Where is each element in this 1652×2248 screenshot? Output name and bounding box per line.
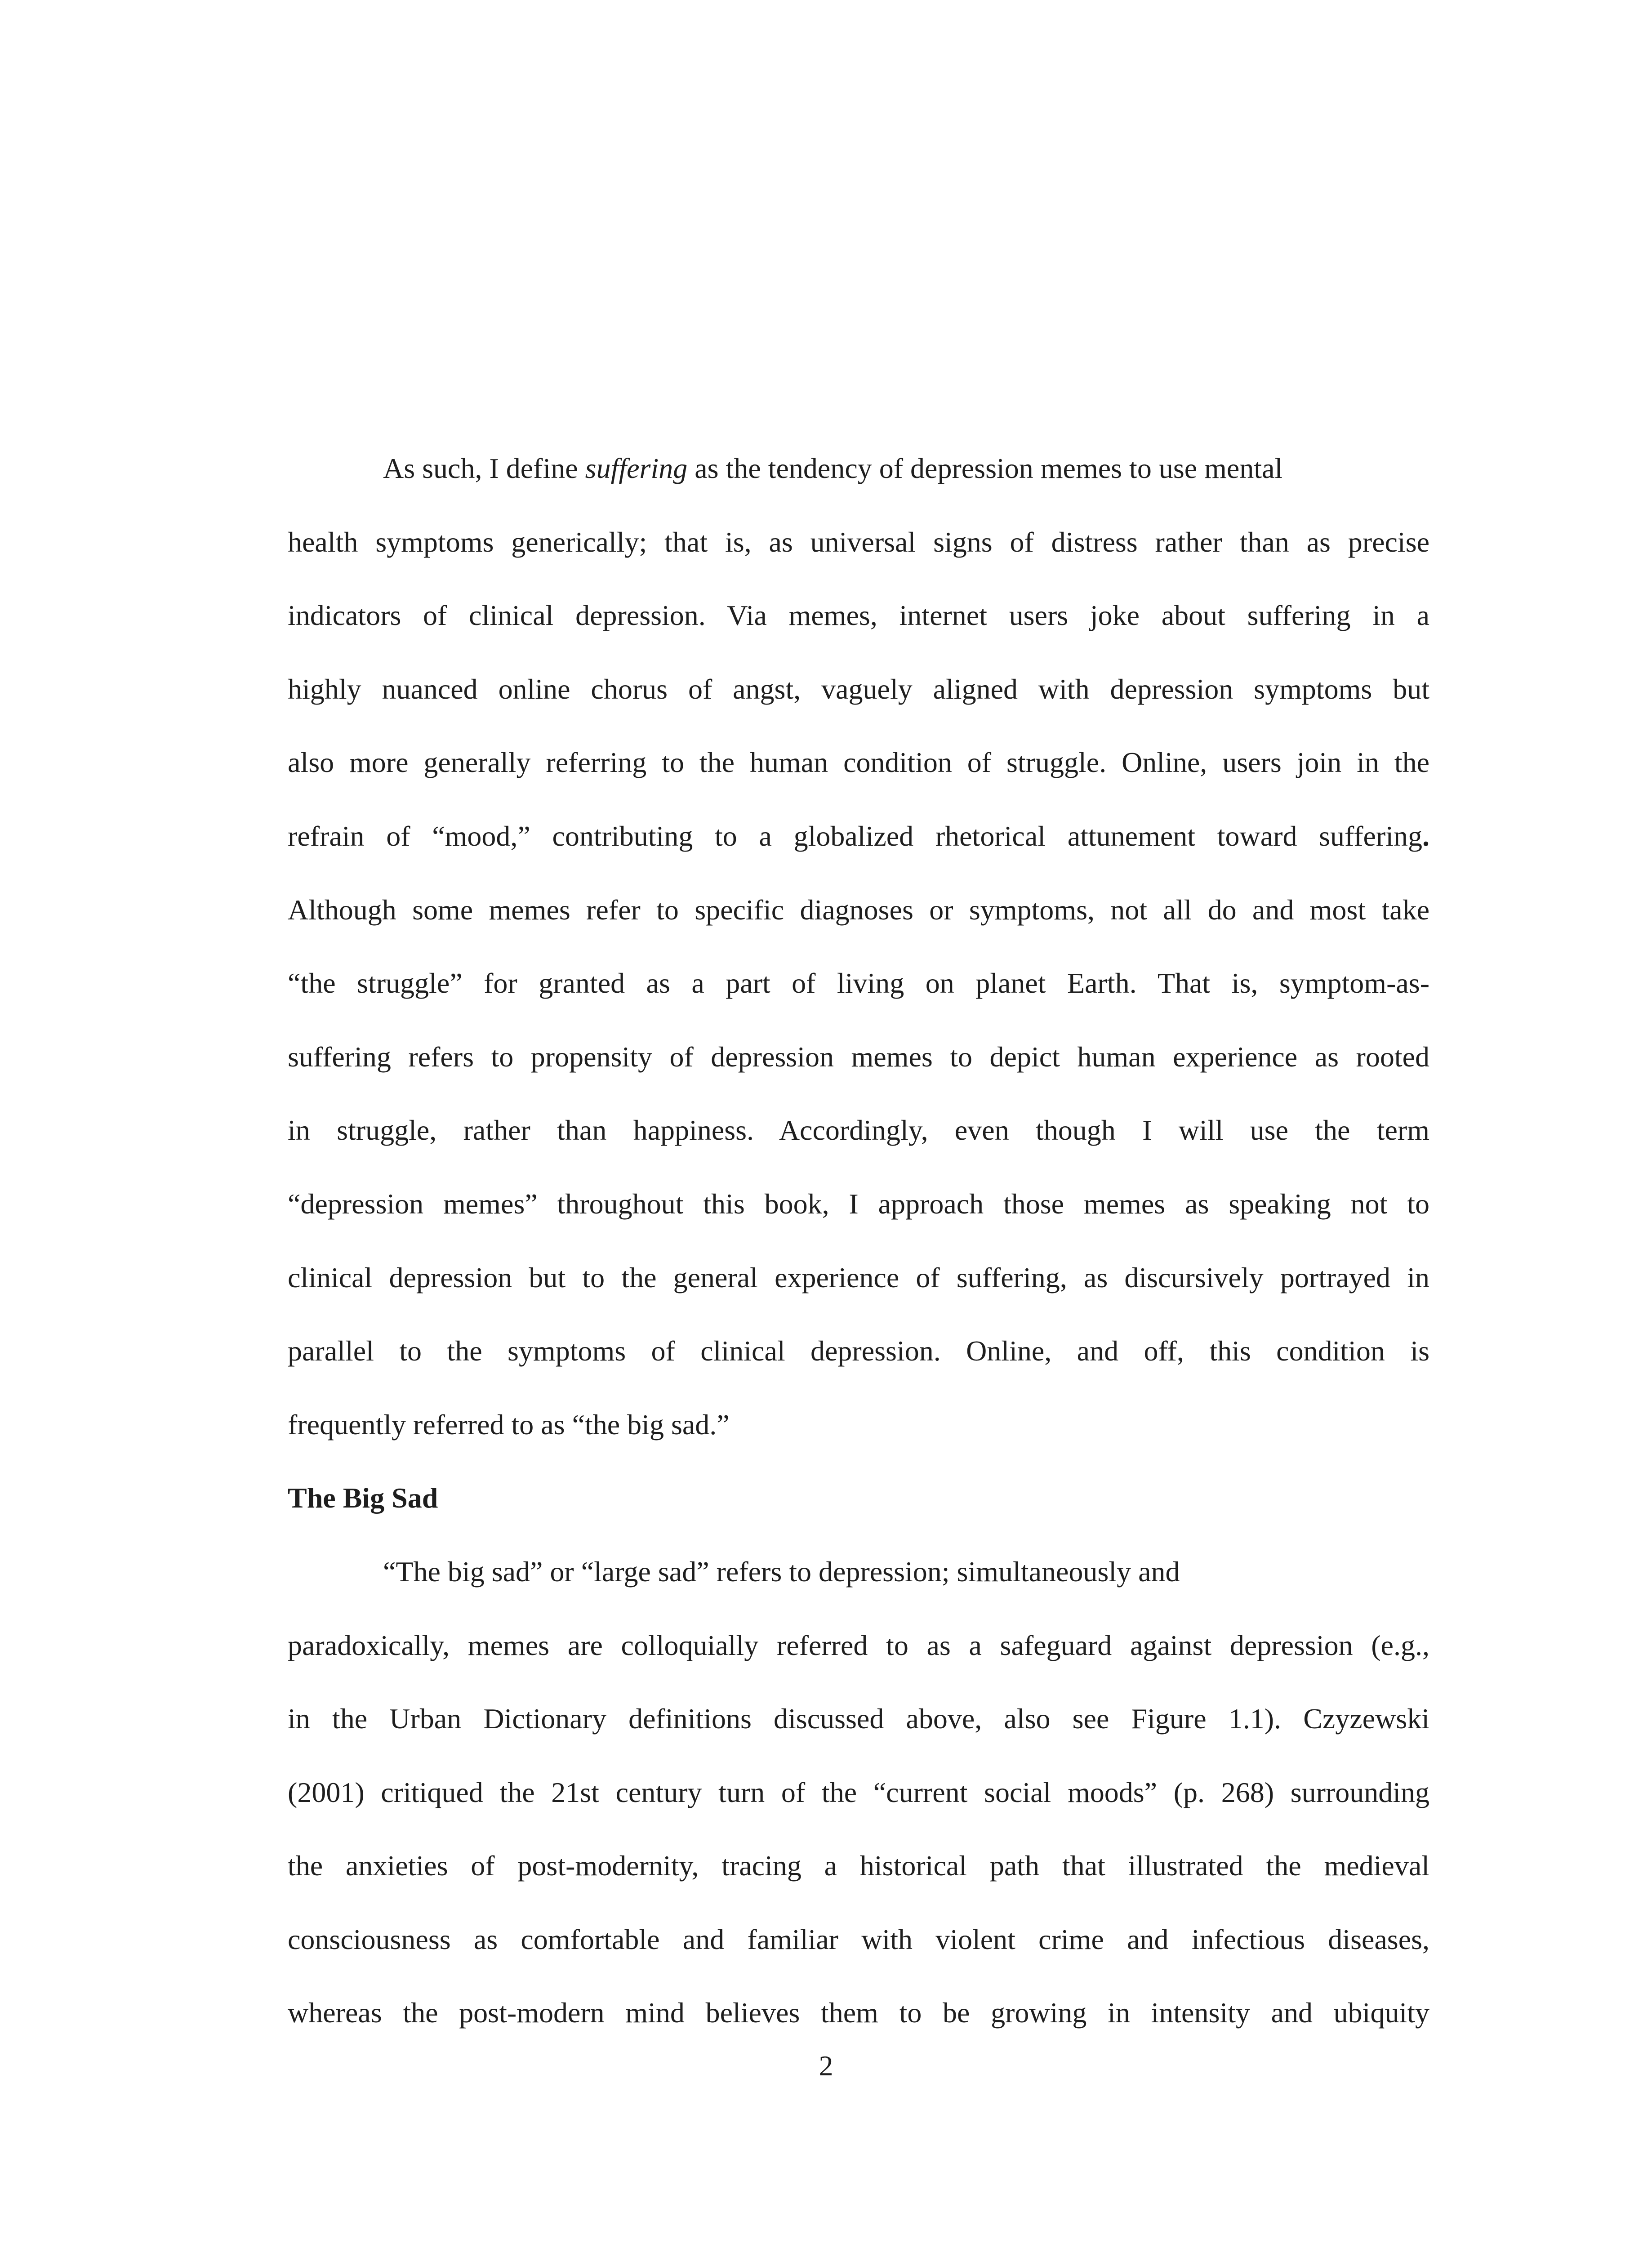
paragraph-1-line-12: clinical depression but to the general experience of suffering, as discursively portrayed in: [288, 1261, 1429, 1293]
body-text: [288, 432, 1429, 2050]
paragraph-1-line-6-period: .: [1422, 820, 1429, 852]
paragraph-2-line-3: in the Urban Dictionary definitions discussed above, also see Figure 1.1). Czyzewski: [288, 1703, 1429, 1735]
paragraph-2-line-2: paradoxically, memes are colloquially referred to as a safeguard against depression (e.g.,: [288, 1629, 1429, 1661]
paragraph-1-line-6-text: refrain of “mood,” contributing to a globalized rhetorical attunement toward suffering: [288, 820, 1422, 852]
paragraph-1-line-7: Although some memes refer to specific diagnoses or symptoms, not all do and most take: [288, 893, 1429, 926]
paragraph-2-line-1: “The big sad” or “large sad” refers to depression; simultaneously and: [383, 1555, 1180, 1588]
paragraph-1-line-2: health symptoms generically; that is, as universal signs of distress rather than as precise: [288, 526, 1429, 558]
paragraph-1-line-5: also more generally referring to the human condition of struggle. Online, users join in the: [288, 746, 1429, 779]
paragraph-1-line-14: frequently referred to as “the big sad.”: [288, 1408, 730, 1441]
section-heading: The Big Sad: [288, 1482, 438, 1514]
paragraph-1-line-9: suffering refers to propensity of depression memes to depict human experience as rooted: [288, 1040, 1429, 1073]
paragraph-1-line-13: parallel to the symptoms of clinical depression. Online, and off, this condition is: [288, 1335, 1429, 1367]
paragraph-1-line-10: in struggle, rather than happiness. Accordingly, even though I will use the term: [288, 1114, 1429, 1146]
paragraph-1-line-1-after: as the tendency of depression memes to use mental: [695, 452, 1283, 484]
defined-term: suffering: [585, 452, 688, 484]
paragraph-2-line-7: whereas the post-modern mind believes them to be growing in intensity and ubiquity: [288, 1997, 1429, 2029]
paragraph-2-line-6: consciousness as comfortable and familiar with violent crime and infectious diseases,: [288, 1923, 1429, 1955]
paragraph-1-line-6: [288, 799, 1429, 873]
paragraph-1-line-8: “the struggle” for granted as a part of living on planet Earth. That is, symptom-as-: [288, 967, 1429, 999]
paragraph-2-line-4: (2001) critiqued the 21st century turn of the “current social moods” (p. 268) surrounding: [288, 1776, 1429, 1808]
paragraph-1-line-11: “depression memes” throughout this book, I approach those memes as speaking not to: [288, 1187, 1429, 1220]
paragraph-1-line-3: indicators of clinical depression. Via memes, internet users joke about suffering in a: [288, 599, 1429, 632]
paragraph-1-line-4: highly nuanced online chorus of angst, vaguely aligned with depression symptoms but: [288, 673, 1429, 705]
paragraph-2-line-5: the anxieties of post-modernity, tracing a historical path that illustrated the medieval: [288, 1850, 1429, 1882]
paragraph-1-line-1: [288, 432, 1429, 505]
paragraph-1-line-1-before: As such, I define: [383, 452, 578, 484]
page-number: 2: [819, 2050, 833, 2082]
